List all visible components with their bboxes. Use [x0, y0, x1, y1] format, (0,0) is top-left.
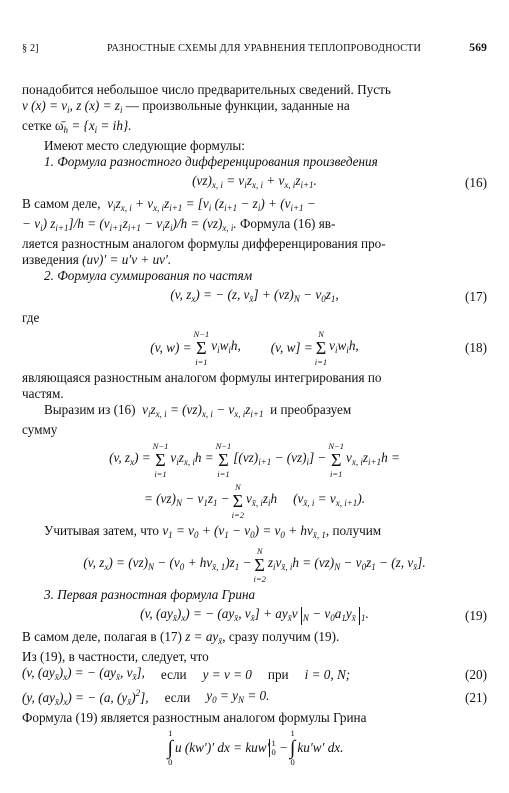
equation-17-number: (17)	[465, 289, 487, 304]
intro-z-def: , z (x) = z	[69, 98, 120, 113]
sum-symbol: N−1 Σ i=1	[152, 441, 169, 479]
section-mark: § 2]	[22, 43, 39, 54]
sum-symbol: N Σ i=2	[253, 546, 266, 584]
equation-20: (v, $(ay_{x̄})_x$) = − ($ay_{x̄}$, $v_{x̄}$], если y = v = 0 при i = 0, N; (20)	[22, 665, 487, 682]
paragraph-18	[22, 370, 487, 402]
paragraph-express: Выразим из (16) $v_iz_{x, i} = (vz)_{x, i} - v_{x, i}z_{i+1}$ и преобразуем сумму	[22, 402, 352, 437]
integral-lower-limit: 0	[290, 757, 295, 767]
sum-upper-limit: N	[256, 546, 263, 556]
formula-2-title: 2. Формула суммирования по частям	[44, 268, 253, 283]
equation-20-index: i = 0, N;	[304, 667, 351, 682]
intro-grid-end: = ih}.	[97, 118, 132, 133]
sum-symbol: N−1 Σ i=1	[193, 329, 210, 367]
equation-17: (v, $z_x$) = − (z, $v_{x̄}] + (vz)_N - v_0z_1$, (17)	[170, 287, 487, 304]
sum-upper-limit: N−1	[152, 441, 169, 451]
equation-summation-result: (v, $z_x) = (vz)_N - (v_0 + hv_{x̄, 1})z_1$ − N Σ i=2 $z_iv_{x̄, i}h = (vz)_N - v_0z_1 - (z$, $v_{x̄}$].	[83, 546, 426, 584]
equation-21: (y, $(ay_{x̄})_x$) = − (a, $(y_{x̄})^2$], если $y_0 = y_N = 0$. (21)	[22, 687, 487, 707]
formula-1-title: 1. Формула разностного дифференцирования произведения	[44, 154, 378, 169]
equation-20-at: при	[267, 667, 289, 682]
paragraph-19: В самом деле, полагая в (17) $z = ay_{x̄}$, сразу получим (19). Из (19), в частности, следует, что	[22, 629, 340, 664]
paragraph-16-proof: В самом деле, $v_iz_{x, i} + v_{x, i}z_{i+1} = [v_i$ $(z_{i+1} - z_i) + (v_{i+1}$ − − $v_i$) $z_{i+1}]/h = (v_{i+1}z_{i+1} - v_iz_i)/h = (vz)_{x, i}$. Формула (16) яв- ляется разностным аналогом формулы дифференцирования про- изведения (uv)′ = u′v + uv′.	[22, 196, 386, 267]
equation-green: 1 ∫ 0 u (kw′)′ dx = kuw′ 1 0 − 1 ∫ 0 ku′w′ dx.	[167, 728, 344, 767]
sum-symbol: N Σ i=2	[231, 482, 245, 520]
equation-16-number: (16)	[465, 175, 487, 190]
integral-lower-limit: 0	[168, 757, 173, 767]
sum-symbol: N−1 Σ i=1	[328, 441, 345, 479]
sum-upper-limit: N−1	[215, 441, 232, 451]
equation-sum-transform-2: = $(vz)_N - v_1z_1$ − N Σ i=2 $v_{x̄, i}z_ih$ $(v_{x̄, i} = v_{x, i+1})$.	[143, 482, 366, 520]
integral-symbol: 1 ∫ 0	[289, 728, 296, 767]
intro-paragraph: понадобится небольшое число предварительных сведений. Пусть v $(x) = v_i$, z $(x) = z_i$ — произвольные функции, заданные на сетке $\omegā_h = \{x_i = ih\}$.	[22, 82, 391, 135]
sum-upper-limit: N−1	[328, 441, 345, 451]
equation-21-number: (21)	[465, 689, 487, 705]
sum-lower-limit: i=1	[195, 357, 208, 367]
equation-16: $(vz)_{x, i} = v_iz_{x, i} + v_{x, i}z_{i+1}$. (16)	[192, 173, 487, 190]
sum-lower-limit: i=2	[253, 574, 266, 584]
paragraph-18-line-1: являющаяся разностным аналогом формулы интегрирования по	[22, 370, 382, 385]
equation-19-number: (19)	[465, 608, 487, 623]
intro-v-def: v (x) = v	[22, 98, 68, 113]
paragraph-19-line-2: Из (19), в частности, следует, что	[22, 649, 209, 664]
sum-upper-limit: N	[235, 482, 241, 492]
running-title: РАЗНОСТНЫЕ СХЕМЫ ДЛЯ УРАВНЕНИЯ ТЕПЛОПРОВОДНОСТИ	[107, 43, 422, 54]
page-number: 569	[469, 42, 487, 54]
sum-lower-limit: i=1	[217, 469, 230, 479]
equation-20-if: если	[160, 667, 187, 682]
intro-line-1: понадобится небольшое число предварительных сведений. Пусть	[22, 82, 391, 97]
intro-grid-label: сетке ω̄	[22, 118, 64, 133]
equation-sum-transform-1: (v, $z_x$) = N−1 Σ i=1 $v_iz_{x, i}h$ = N−1 Σ i=1 $[(vz)_{i+1} - (vz)_i]$ − N−1 Σ i=1 $v_{x, i}z_{i+1}h$ =	[109, 441, 400, 479]
integral-symbol: 1 ∫ 0	[167, 728, 173, 767]
intro-line-2-rest: — произвольные функции, заданные на	[122, 98, 350, 113]
sum-lower-limit: i=2	[231, 510, 245, 520]
sum-symbol: N−1 Σ i=1	[215, 441, 232, 479]
equation-18-number: (18)	[465, 340, 487, 355]
running-header	[22, 40, 487, 57]
formula-3-title: 3. Первая разностная формула Грина	[44, 587, 256, 602]
sum-upper-limit: N	[318, 329, 324, 339]
paragraph-then: Учитывая затем, что $v_1 = v_0 + (v_1 - v_0) = v_0 + hv_{x̄, 1}$, получим	[44, 523, 382, 540]
sum-lower-limit: i=1	[330, 469, 343, 479]
equation-20-condition: y = v = 0	[202, 667, 252, 682]
paragraph-16-line-3: ляется разностным аналогом формулы дифференцирования про-	[22, 236, 386, 251]
intro-grid-set: = {x	[68, 118, 95, 133]
equation-20-number: (20)	[465, 667, 487, 682]
equation-21-if: если	[164, 689, 191, 705]
sum-lower-limit: i=1	[314, 357, 328, 367]
formulas-intro: Имеют место следующие формулы:	[44, 138, 245, 153]
integral-upper-limit: 1	[168, 728, 173, 738]
equation-19: (v, $(ay_{x̄})_x$) = − ($ay_{x̄}$, $v_{x̄}] + ay_{x̄}v$ $_N - v_0a_1y_{x̄}$ $_1$. (19)	[140, 606, 487, 623]
sum-upper-limit: N−1	[193, 329, 210, 339]
equation-18: (v, w) = N−1 Σ i=1 $v_iw_ih$, (v, w] = N Σ i=1 $v_iw_ih$, (18)	[150, 329, 487, 367]
sum-symbol: N Σ i=1	[314, 329, 328, 367]
paragraph-18-line-2: частям.	[22, 386, 64, 401]
sum-lower-limit: i=1	[154, 469, 167, 479]
where-word: где	[22, 310, 40, 325]
integral-upper-limit: 1	[290, 728, 295, 738]
paragraph-green: Формула (19) является разностным аналогом формулы Грина	[22, 710, 367, 725]
